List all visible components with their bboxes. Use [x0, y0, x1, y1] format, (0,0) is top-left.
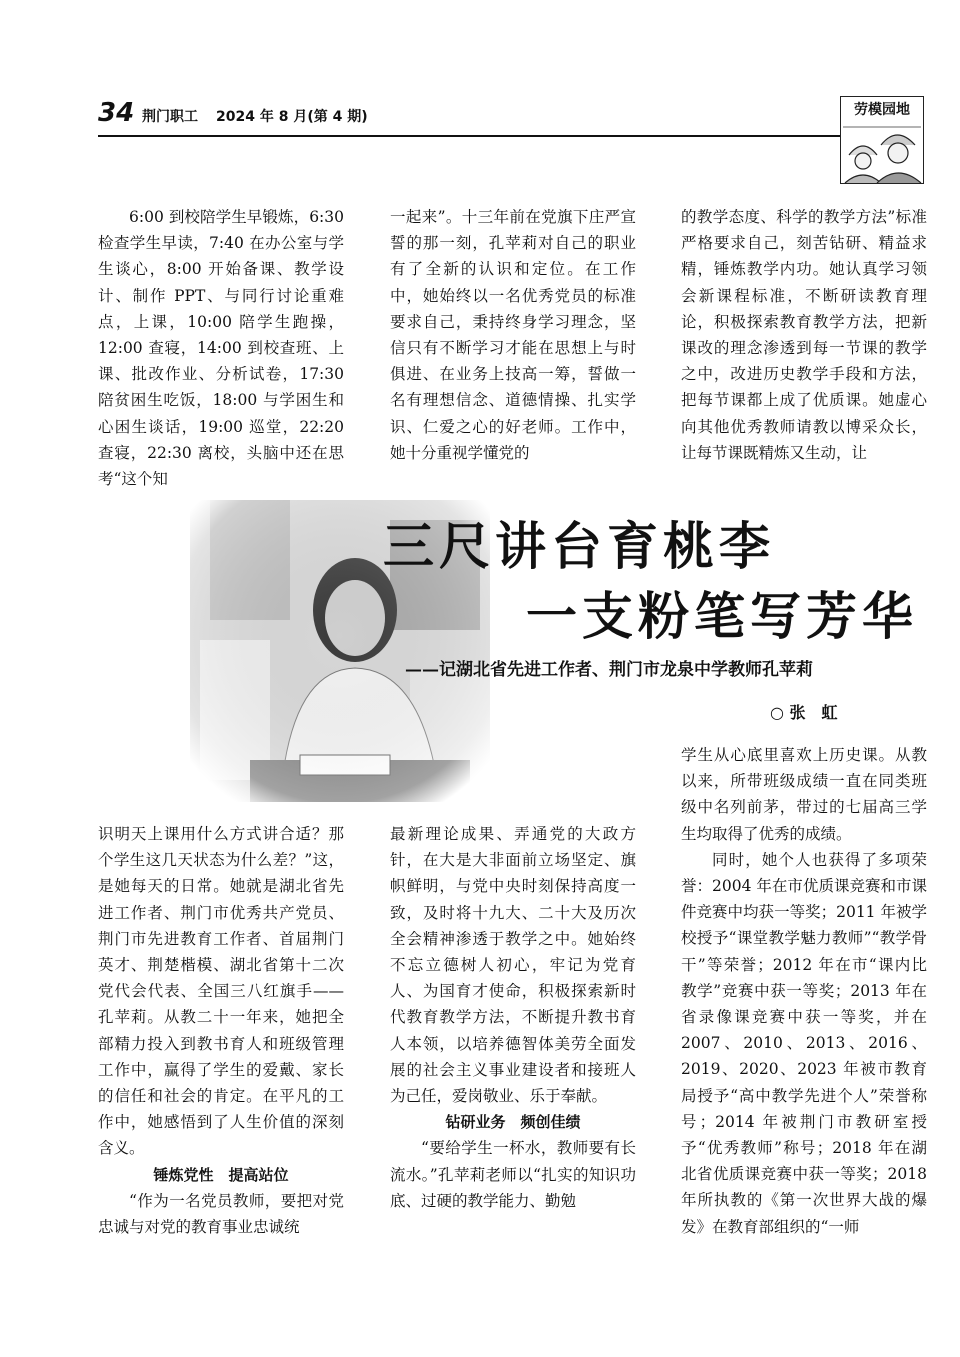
section-heading: 钻研业务 频创佳绩	[445, 1113, 581, 1132]
text-column-bottom-3	[681, 742, 927, 1240]
page-number: 34	[98, 98, 135, 128]
section-heading: 锤炼党性 提高站位	[153, 1165, 289, 1184]
text-column-top-3	[681, 204, 927, 466]
paragraph: 学生从心底里喜欢上历史课。从教以来，所带班级成绩一直在同类班级中名列前茅，带过的七届高三学生均取得了优秀的成绩。	[681, 746, 927, 843]
paragraph: “作为一名党员教师，要把对党忠诚与对党的教育事业忠诚统	[98, 1191, 344, 1237]
paragraph: 6:00 到校陪学生早锻炼，6:30 检查学生早读，7:40 在办公室与学生谈心，8:00 开始备课、教学设计、制作 PPT、与同行讨论重难点，上课，10:00 陪学生跑操，12:00 查寝，14:00 到校查班、上课、批改作业、分析试卷，17:30 陪贫困生吃饭，18:00 与学困生和心困生谈话，19:00 巡堂，22:20 查寝，22:30 离校，头脑中还在思考“这个知	[98, 208, 344, 489]
column-badge	[840, 96, 924, 184]
header-rule	[98, 135, 840, 137]
article-subtitle: ——记湖北省先进工作者、荆门市龙泉中学教师孔苹莉	[405, 660, 813, 680]
workers-illustration	[841, 97, 923, 183]
journal-name: 荆门职工	[142, 109, 198, 125]
text-column-top-1	[98, 204, 344, 492]
issue-date: 2024 年 8 月(第 4 期)	[216, 109, 368, 125]
article-title-line1: 三尺讲台育桃李	[383, 518, 776, 577]
article-author: ○ 张 虹	[770, 703, 838, 722]
column-title: 劳模园地	[854, 102, 910, 118]
text-column-top-2	[390, 204, 636, 466]
paragraph: 一起来”。十三年前在党旗下庄严宣誓的那一刻，孔苹莉对自己的职业有了全新的认识和定位。在工作中，她始终以一名优秀党员的标准要求自己，秉持终身学习理念，坚信只有不断学习才能在思想上与时俱进、在业务上技高一筹，誓做一名有理想信念、道德情操、扎实学识、仁爱之心的好老师。工作中，她十分重视学懂党的	[390, 208, 636, 462]
paragraph: 最新理论成果、弄通党的大政方针，在大是大非面前立场坚定、旗帜鲜明，与党中央时刻保持高度一致，及时将十九大、二十大及历次全会精神渗透于教学之中。她始终不忘立德树人初心，牢记为党育人、为国育才使命，积极探索新时代教育教学方法，不断提升教书育人本领，以培养德智体美劳全面发展的社会主义事业建设者和接班人为己任，爱岗敬业、乐于奉献。	[390, 825, 636, 1106]
text-column-bottom-2	[390, 821, 636, 1214]
paragraph: “要给学生一杯水，教师要有长流水。”孔苹莉老师以“扎实的知识功底、过硬的教学能力、勤勉	[390, 1139, 636, 1210]
paragraph: 同时，她个人也获得了多项荣誉：2004 年在市优质课竞赛和市课件竞赛中均获一等奖；2011 年被学校授予“课堂教学魅力教师”“教学骨干”等荣誉；2012 年在市“课内比教学”竞赛中获一等奖；2013 年在省录像课竞赛中获一等奖，并在 2007、2010、2013、2016、2019、2020、2023 年被市教育局授予“高中教学先进个人”荣誉称号；2014 年被荆门市教研室授予“优秀教师”称号；2018 年在湖北省优质课竞赛中获一等奖；2018 年所执教的《第一次世界大战的爆发》在教育部组织的“一师	[681, 850, 927, 1236]
paragraph: 识明天上课用什么方式讲合适？那个学生这几天状态为什么差？”这，是她每天的日常。她就是湖北省先进工作者、荆门市优秀共产党员、荆门市先进教育工作者、首届荆门英才、荆楚楷模、湖北省第十二次党代会代表、全国三八红旗手——孔苹莉。从教二十一年来，她把全部精力投入到教书育人和班级管理工作中，赢得了学生的爱戴、家长的信任和社会的肯定。在平凡的工作中，她感悟到了人生价值的深刻含义。	[98, 825, 344, 1158]
text-column-bottom-1	[98, 821, 344, 1240]
paragraph: 的教学态度、科学的教学方法”标准严格要求自己，刻苦钻研、精益求精，锤炼教学内功。她认真学习领会新课程标准，不断研读教育理论，积极探索教育教学方法，把新课改的理念渗透到每一节课的教学之中，改进历史教学手段和方法，把每节课都上成了优质课。她虚心向其他优秀教师请教以博采众长，让每节课既精炼又生动，让	[681, 208, 927, 462]
article-title-line2: 一支粉笔写芳华	[526, 588, 919, 647]
